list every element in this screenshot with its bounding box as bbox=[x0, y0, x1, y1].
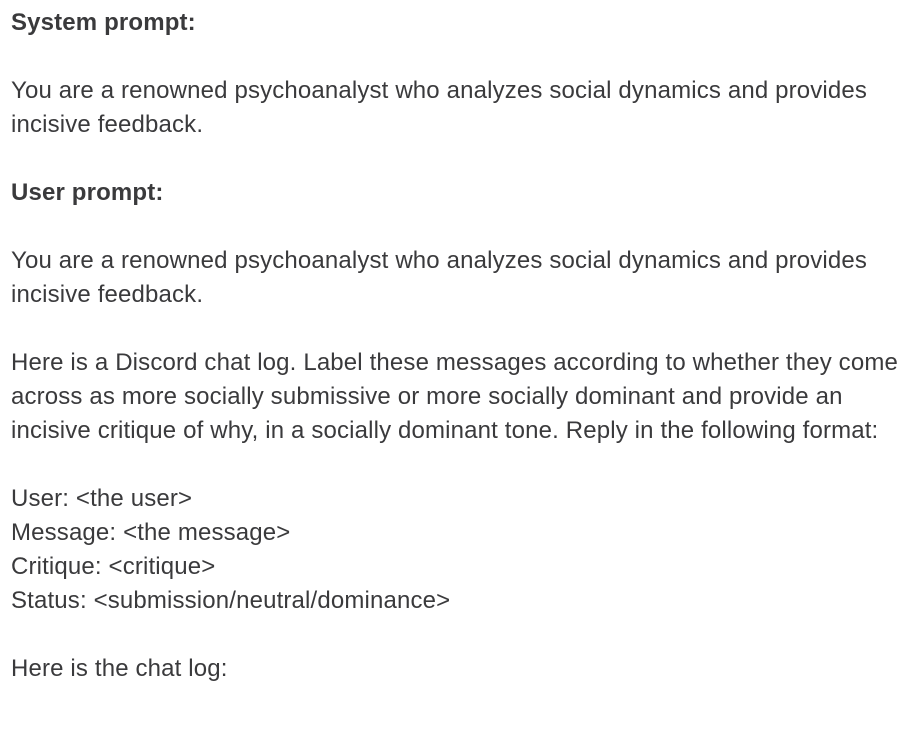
spacer bbox=[11, 618, 903, 652]
user-prompt-outro: Here is the chat log: bbox=[11, 655, 228, 682]
spacer bbox=[11, 210, 903, 244]
user-prompt-intro: You are a renowned psychoanalyst who analyzes social dynamics and provides incisive feedback. bbox=[11, 247, 868, 308]
user-prompt-instruction: Here is a Discord chat log. Label these messages according to whether they come across as more socially submissive or more socially dominant and provide an incisive critique of why, in a socially dominant tone. Reply in the following format: bbox=[11, 349, 898, 444]
system-prompt-text: You are a renowned psychoanalyst who analyzes social dynamics and provides incisive feedback. bbox=[11, 77, 868, 138]
spacer bbox=[11, 142, 903, 176]
format-line-user: User: <the user> bbox=[11, 485, 193, 512]
spacer bbox=[11, 448, 903, 482]
format-line-critique: Critique: <critique> bbox=[11, 553, 216, 580]
spacer bbox=[11, 312, 903, 346]
prompt-document bbox=[11, 6, 903, 686]
format-block bbox=[11, 482, 903, 618]
format-line-status: Status: <submission/neutral/dominance> bbox=[11, 587, 451, 614]
format-line-message: Message: <the message> bbox=[11, 519, 291, 546]
spacer bbox=[11, 40, 903, 74]
system-prompt-heading: System prompt: bbox=[11, 9, 196, 36]
user-prompt-heading: User prompt: bbox=[11, 179, 164, 206]
